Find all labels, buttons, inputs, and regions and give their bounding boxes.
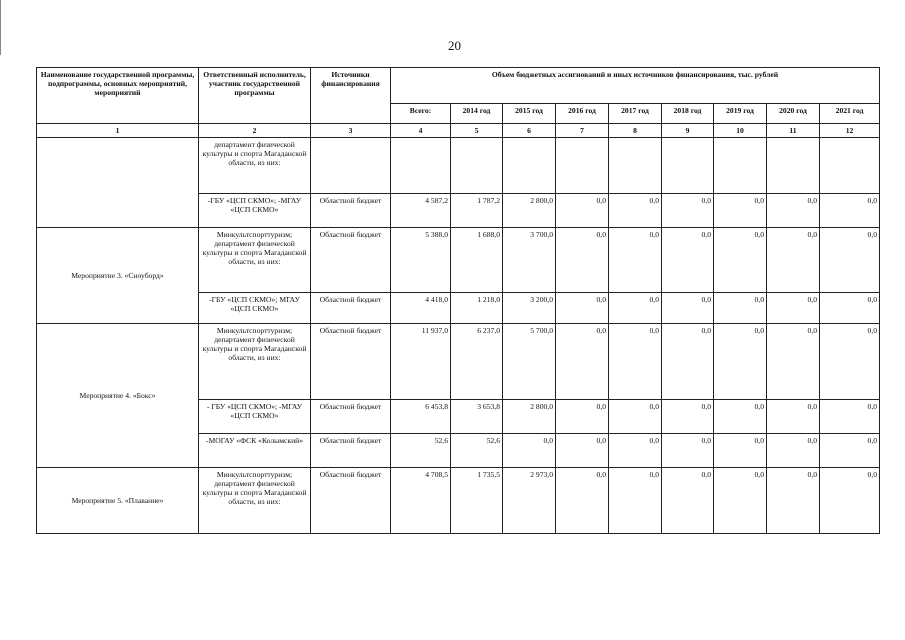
source-cell: Областной бюджет (311, 194, 391, 228)
year-value-cell: 0,0 (767, 468, 820, 534)
year-value-cell: 6 237,0 (451, 324, 503, 400)
year-value-cell: 0,0 (609, 293, 662, 324)
year-value-cell: 52,6 (451, 434, 503, 468)
year-value-cell: 2 800,0 (503, 194, 556, 228)
year-value-cell (714, 138, 767, 194)
total-value-cell: 4 708,5 (391, 468, 451, 534)
header-total: Всего: (391, 104, 451, 124)
executor-cell: -ГБУ «ЦСП СКМО»; -МГАУ «ЦСП СКМО» (199, 194, 311, 228)
total-value-cell (391, 138, 451, 194)
year-value-cell: 3 200,0 (503, 293, 556, 324)
measure-name: Мероприятие 3. «Сноуборд» (37, 228, 199, 324)
year-value-cell: 0,0 (662, 434, 714, 468)
year-value-cell: 0,0 (556, 434, 609, 468)
header-year: 2018 год (662, 104, 714, 124)
header-year: 2019 год (714, 104, 767, 124)
year-value-cell: 0,0 (662, 194, 714, 228)
year-value-cell (767, 138, 820, 194)
total-value-cell: 4 418,0 (391, 293, 451, 324)
table-row (37, 228, 880, 293)
source-cell: Областной бюджет (311, 293, 391, 324)
source-cell: Областной бюджет (311, 434, 391, 468)
year-value-cell: 2 800,0 (503, 400, 556, 434)
executor-cell: департамент физической культуры и спорта Магаданской области, из них: (199, 138, 311, 194)
table-row (37, 468, 880, 534)
column-number: 4 (391, 124, 451, 138)
measure-name: Мероприятие 4. «Бокс» (37, 324, 199, 468)
year-value-cell: 1 688,0 (451, 228, 503, 293)
header-year: 2017 год (609, 104, 662, 124)
year-value-cell: 2 973,0 (503, 468, 556, 534)
year-value-cell: 0,0 (767, 293, 820, 324)
header-name: Наименование государственной программы, подпрограммы, основных мероприятий, мероприятий (37, 68, 199, 124)
year-value-cell: 0,0 (820, 194, 880, 228)
executor-cell: Минкультспорттуризм; департамент физической культуры и спорта Магаданской области, из них: (199, 324, 311, 400)
measure-name: Мероприятие 5. «Плавание» (37, 468, 199, 534)
executor-cell: -МОГАУ «ФСК «Колымский» (199, 434, 311, 468)
budget-table (36, 67, 880, 534)
year-value-cell: 0,0 (714, 194, 767, 228)
year-value-cell (451, 138, 503, 194)
year-value-cell: 0,0 (714, 400, 767, 434)
executor-cell: - ГБУ «ЦСП СКМО»; -МГАУ «ЦСП СКМО» (199, 400, 311, 434)
header-source: Источники финансирования (311, 68, 391, 124)
column-number: 11 (767, 124, 820, 138)
year-value-cell: 0,0 (714, 468, 767, 534)
header-year: 2021 год (820, 104, 880, 124)
source-cell: Областной бюджет (311, 228, 391, 293)
year-value-cell: 0,0 (662, 228, 714, 293)
year-value-cell: 0,0 (820, 324, 880, 400)
total-value-cell: 11 937,0 (391, 324, 451, 400)
page-number: 20 (448, 38, 461, 53)
year-value-cell: 0,0 (609, 324, 662, 400)
table-body (37, 138, 880, 534)
total-value-cell: 5 388,0 (391, 228, 451, 293)
column-number: 2 (199, 124, 311, 138)
source-cell: Областной бюджет (311, 324, 391, 400)
year-value-cell: 0,0 (556, 400, 609, 434)
total-value-cell: 6 453,8 (391, 400, 451, 434)
column-number: 6 (503, 124, 556, 138)
column-number: 3 (311, 124, 391, 138)
year-value-cell: 0,0 (714, 228, 767, 293)
year-value-cell: 0,0 (556, 468, 609, 534)
year-value-cell (609, 138, 662, 194)
year-value-cell: 0,0 (714, 434, 767, 468)
year-value-cell: 3 653,8 (451, 400, 503, 434)
table-row (37, 138, 880, 194)
source-cell (311, 138, 391, 194)
year-value-cell: 0,0 (609, 194, 662, 228)
header-executor: Ответственный исполнитель, участник государственной программы (199, 68, 311, 124)
column-number: 5 (451, 124, 503, 138)
year-value-cell: 1 735,5 (451, 468, 503, 534)
year-value-cell: 0,0 (662, 400, 714, 434)
source-cell: Областной бюджет (311, 468, 391, 534)
column-number-row (37, 124, 880, 138)
year-value-cell: 0,0 (820, 228, 880, 293)
year-value-cell (556, 138, 609, 194)
header-year: 2015 год (503, 104, 556, 124)
year-value-cell: 3 700,0 (503, 228, 556, 293)
executor-cell: Минкультспорттуризм; департамент физической культуры и спорта Магаданской области, из них: (199, 468, 311, 534)
year-value-cell: 0,0 (714, 293, 767, 324)
year-value-cell: 0,0 (767, 324, 820, 400)
executor-cell: -ГБУ «ЦСП СКМО»; МГАУ «ЦСП СКМО» (199, 293, 311, 324)
year-value-cell: 0,0 (556, 293, 609, 324)
total-value-cell: 4 587,2 (391, 194, 451, 228)
executor-cell: Минкультспорттуризм; департамент физической культуры и спорта Магаданской области, из них: (199, 228, 311, 293)
year-value-cell: 0,0 (820, 293, 880, 324)
year-value-cell: 0,0 (556, 324, 609, 400)
year-value-cell: 0,0 (609, 468, 662, 534)
year-value-cell: 0,0 (767, 400, 820, 434)
source-cell: Областной бюджет (311, 400, 391, 434)
header-year: 2016 год (556, 104, 609, 124)
year-value-cell: 0,0 (767, 434, 820, 468)
year-value-cell: 0,0 (556, 228, 609, 293)
year-value-cell: 0,0 (609, 228, 662, 293)
year-value-cell: 1 787,2 (451, 194, 503, 228)
column-number: 8 (609, 124, 662, 138)
column-number: 10 (714, 124, 767, 138)
year-value-cell: 0,0 (767, 228, 820, 293)
year-value-cell: 0,0 (662, 468, 714, 534)
scan-edge-line (0, 0, 1, 55)
year-value-cell (820, 138, 880, 194)
year-value-cell: 0,0 (609, 400, 662, 434)
year-value-cell: 0,0 (714, 324, 767, 400)
header-year: 2020 год (767, 104, 820, 124)
column-number: 12 (820, 124, 880, 138)
header-volume: Объем бюджетных ассигнований и иных источников финансирования, тыс. рублей (391, 68, 880, 104)
year-value-cell (662, 138, 714, 194)
header-year: 2014 год (451, 104, 503, 124)
year-value-cell: 0,0 (662, 293, 714, 324)
year-value-cell: 0,0 (820, 400, 880, 434)
year-value-cell: 0,0 (503, 434, 556, 468)
year-value-cell: 0,0 (820, 468, 880, 534)
year-value-cell: 0,0 (662, 324, 714, 400)
measure-name (37, 138, 199, 228)
table-row (37, 324, 880, 400)
year-value-cell: 1 218,0 (451, 293, 503, 324)
year-value-cell: 0,0 (609, 434, 662, 468)
year-value-cell: 5 700,0 (503, 324, 556, 400)
year-value-cell (503, 138, 556, 194)
year-value-cell: 0,0 (820, 434, 880, 468)
column-number: 7 (556, 124, 609, 138)
year-value-cell: 0,0 (767, 194, 820, 228)
column-number: 1 (37, 124, 199, 138)
total-value-cell: 52,6 (391, 434, 451, 468)
column-number: 9 (662, 124, 714, 138)
year-value-cell: 0,0 (556, 194, 609, 228)
